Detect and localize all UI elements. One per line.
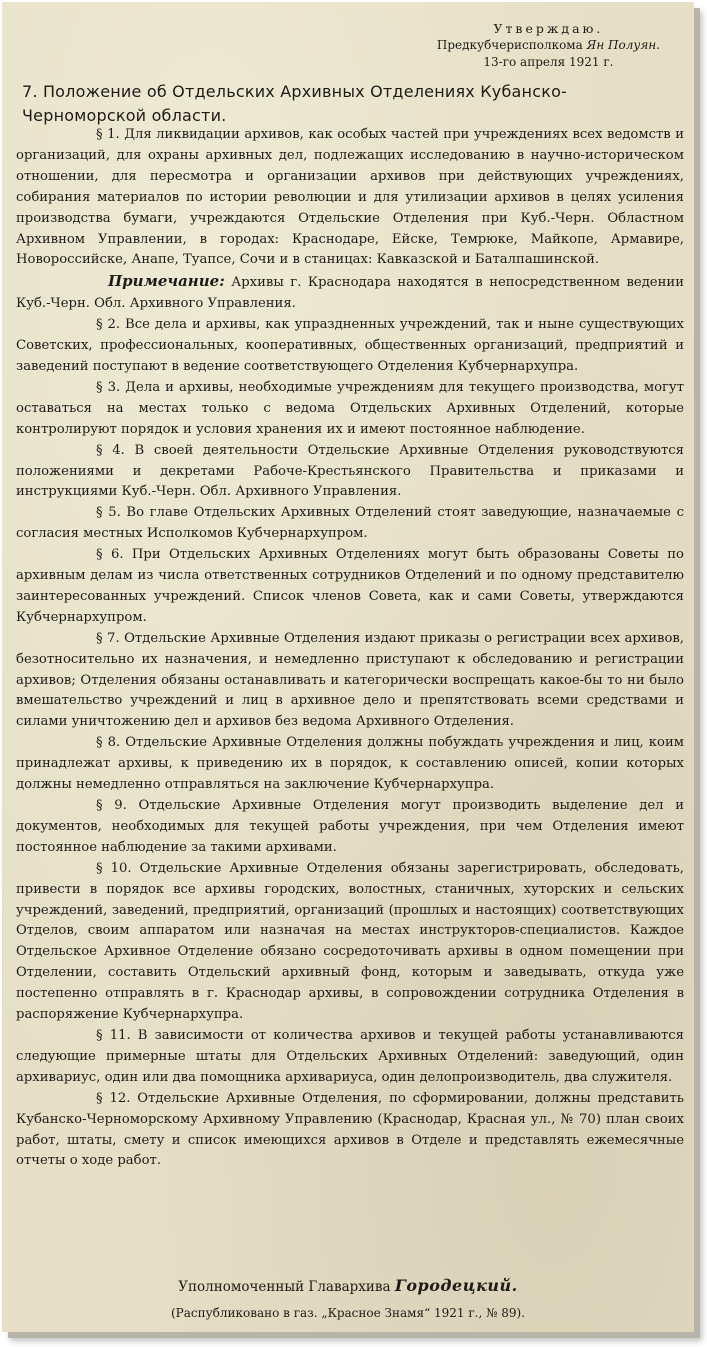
paragraph-9: § 9. Отдельские Архивные Отделения могут производить выделение дел и документов, необходимых для текущей работы учреждения, при чем Отделения имеют постоянное наблюдение за такими архивами.	[16, 798, 684, 855]
paragraph-8: § 8. Отдельские Архивные Отделения должны побуждать учреждения и лиц, коим принадлежат архивы, к приведению их в порядок, к составлению описей, копии которых должны немедленно отправляться на заключение Кубчернархупра.	[16, 735, 684, 793]
note-label: Примечание:	[108, 272, 225, 291]
paragraph-2: § 2. Все дела и архивы, как упраздненных учреждений, так и ныне существующих Советских, профессиональных, кооперативных, общественных организаций, предприятий и заведений поступают в ведение соответствующего Отделения Кубчернархупра.	[16, 317, 684, 374]
note-paragraph	[16, 271, 684, 315]
document-body	[16, 125, 684, 1172]
note-text: Архивы г. Краснодара находятся в непосредственном ведении Куб.-Черн. Обл. Архивного Управления.	[16, 275, 684, 312]
paragraph-11: § 11. В зависимости от количества архивов и текущей работы устанавливаются следующие примерные штаты для Отдельских Архивных Отделений: заведующий, один архивариус, один или два помощника архивариуса, один делопроизводитель, два служителя.	[16, 1027, 684, 1085]
paragraph-4: § 4. В своей деятельности Отдельские Архивные Отделения руководствуются положениями и декретами Рабоче-Крестьянского Правительства и приказами и инструкциями Куб.-Черн. Обл. Архивного Управления.	[16, 442, 684, 500]
paragraph-7: § 7. Отдельские Архивные Отделения издают приказы о регистрации всех архивов, безотносительно их назначения, и немедленно приступают к обследованию и регистрации архивов; Отделения обязаны останавливать и категорически воспрещать какое-бы то ни было вмешательство учреждений и лиц в архивное дело и препятствовать всеми средствами и силами уничтожению дел и архивов без ведома Архивного Отделения.	[16, 630, 684, 730]
approval-title: Предкубчерисполкома	[436, 38, 583, 52]
signature-name: Городецкий.	[394, 1276, 518, 1295]
paragraph-6: § 6. При Отдельских Архивных Отделениях могут быть образованы Советы по архивным делам из числа ответственных сотрудников Отделений и по одному представителю заинтересованных учреждений. Список членов Совета, как и сами Советы, утверждаются Кубчернархупром.	[16, 547, 684, 625]
document-title: 7. Положение об Отдельских Архивных Отделениях Кубанско-Черноморской области.	[22, 82, 568, 125]
approval-name: Ян Полуян.	[586, 38, 660, 52]
paragraph-3: § 3. Дела и архивы, необходимые учреждениям для текущего производства, могут оставаться на местах только с ведома Отдельских Архивных Отделений, которые контролируют порядок и условия хранения их и имеют постоянное наблюдение.	[16, 379, 684, 437]
paragraph-5: § 5. Во главе Отдельских Архивных Отделений стоят заведующие, назначаемые с согласия местных Исполкомов Кубчернархупром.	[16, 505, 684, 542]
approval-signatory	[437, 37, 660, 54]
approval-stamp	[437, 20, 660, 71]
approval-date: 13-го апреля 1921 г.	[483, 55, 614, 69]
signature-position: Уполномоченный Главархива	[178, 1279, 391, 1295]
paragraph-1: § 1. Для ликвидации архивов, как особых частей при учреждениях всех ведомств и организаций, для охраны архивных дел, подлежащих исследованию в научно-историческом отношении, для пересмотра и организации архивов при действующих учреждениях, собирания материалов по истории революции и для утилизации архивов в целях усиления производства бумаги, учреждаются Отдельские Отделения при Куб.-Черн. Областном Архивном Управлении, в городах: Краснодаре, Ейске, Темрюке, Майкопе, Армавире, Новороссийске, Анапе, Туапсе, Сочи и в станицах: Кавказской и Баталпашинской.	[16, 127, 684, 268]
paragraph-10: § 10. Отдельские Архивные Отделения обязаны зарегистрировать, обследовать, привести в порядок все архивы городских, волостных, станичных, хуторских и сельских учреждений, заведений, предприятий, организаций (прошлых и настоящих) соответствующих Отделов, своим аппаратом или назначая на местах инструкторов-специалистов. Каждое Отдельское Архивное Отделение обязано сосредоточивать архивы в одном помещении при Отделении, составить Отдельский архивный фонд, которым и заведывать, откуда уже постепенно отправлять в г. Краснодар архивы, в сопровождении сотрудника Отделения в распоряжение Кубчернархупра.	[16, 860, 684, 1023]
signature-line	[2, 1276, 694, 1295]
paragraph-12: § 12. Отдельские Архивные Отделения, по сформировании, должны представить Кубанско-Черноморскому Архивному Управлению (Краснодар, Красная ул., № 70) план своих работ, штаты, смету и список имеющихся архивов в Отделе и представлять ежемесячные отчеты о ходе работ.	[16, 1090, 684, 1169]
publication-note: (Распубликовано в газ. „Красное Знамя“ 1921 г., № 89).	[170, 1306, 526, 1320]
document-page	[2, 2, 694, 1332]
approval-word: Утверждаю.	[493, 21, 604, 36]
